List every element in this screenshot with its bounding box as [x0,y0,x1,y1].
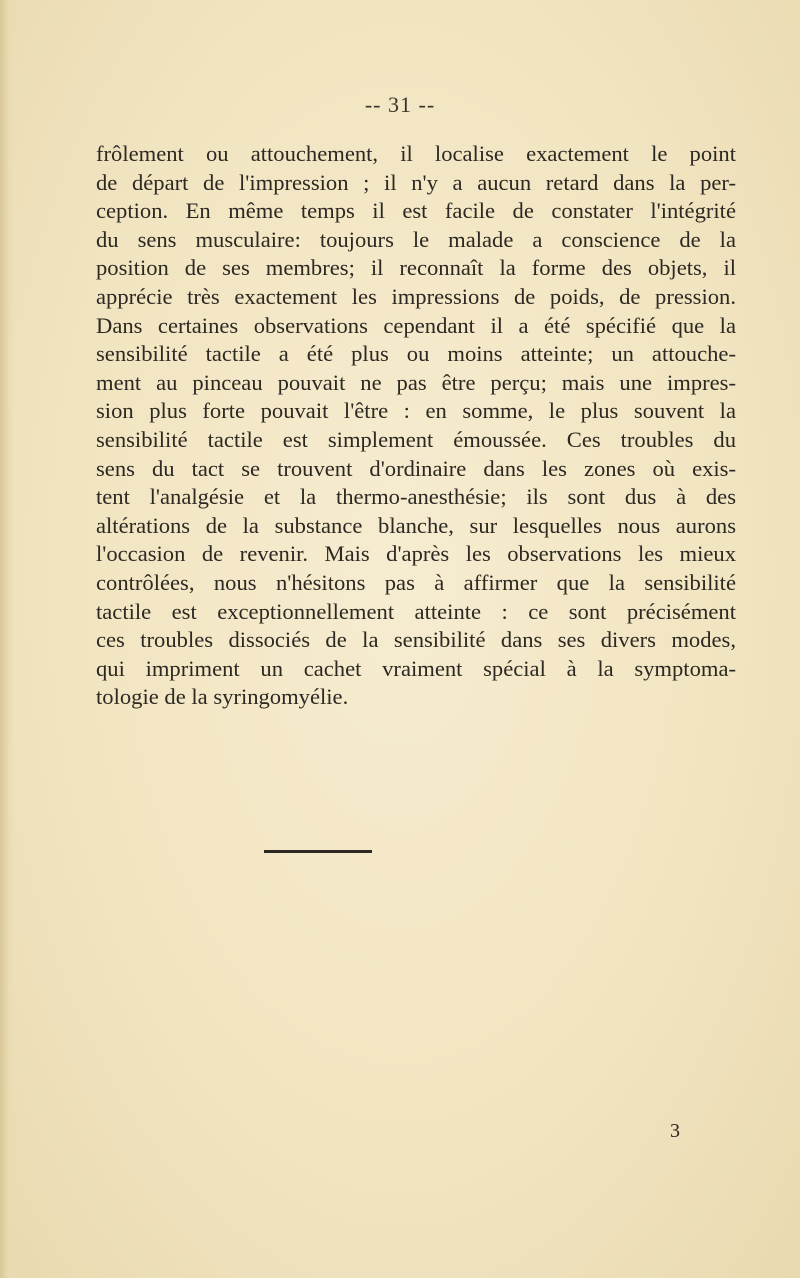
section-divider-rule [264,850,372,853]
text-line: apprécie très exactement les impressions de poids, de pression. [96,283,736,309]
body-paragraph [96,140,736,712]
text-line: altérations de la substance blanche, sur lesquelles nous aurons [96,512,736,538]
text-line: ment au pinceau pouvait ne pas être perçu; mais une impres- [96,369,736,395]
text-line-last: tologie de la syringomyélie. [96,684,349,710]
text-line: de départ de l'impression ; il n'y a aucun retard dans la per- [96,169,736,195]
text-line: ception. En même temps il est facile de constater l'intégrité [96,198,736,224]
text-line: sensibilité tactile a été plus ou moins atteinte; un attouche- [96,341,736,367]
page-edge-shadow [0,0,14,1278]
text-line: sens du tact se trouvent d'ordinaire dans les zones où exis- [96,455,736,481]
text-line: du sens musculaire: toujours le malade a conscience de la [96,226,736,252]
text-line: sion plus forte pouvait l'être : en somme, le plus souvent la [96,398,736,424]
text-line: frôlement ou attouchement, il localise exactement le point [96,141,736,166]
text-line: Dans certaines observations cependant il a été spécifié que la [96,312,736,338]
text-line: contrôlées, nous n'hésitons pas à affirmer que la sensibilité [96,569,736,595]
text-line: l'occasion de revenir. Mais d'après les observations les mieux [96,541,736,567]
page-number-header: -- 31 -- [364,92,436,117]
text-line: ces troubles dissociés de la sensibilité dans ses divers modes, [96,627,736,653]
text-line: tent l'analgésie et la thermo-anesthésie; ils sont dus à des [96,484,736,510]
text-line: qui impriment un cachet vraiment spécial à la symptoma- [96,655,736,681]
signature-mark: 3 [670,1120,680,1142]
text-line: sensibilité tactile est simplement émoussée. Ces troubles du [96,426,736,452]
text-line: position de ses membres; il reconnaît la forme des objets, il [96,255,736,281]
text-line: tactile est exceptionnellement atteinte : ce sont précisément [96,598,736,624]
